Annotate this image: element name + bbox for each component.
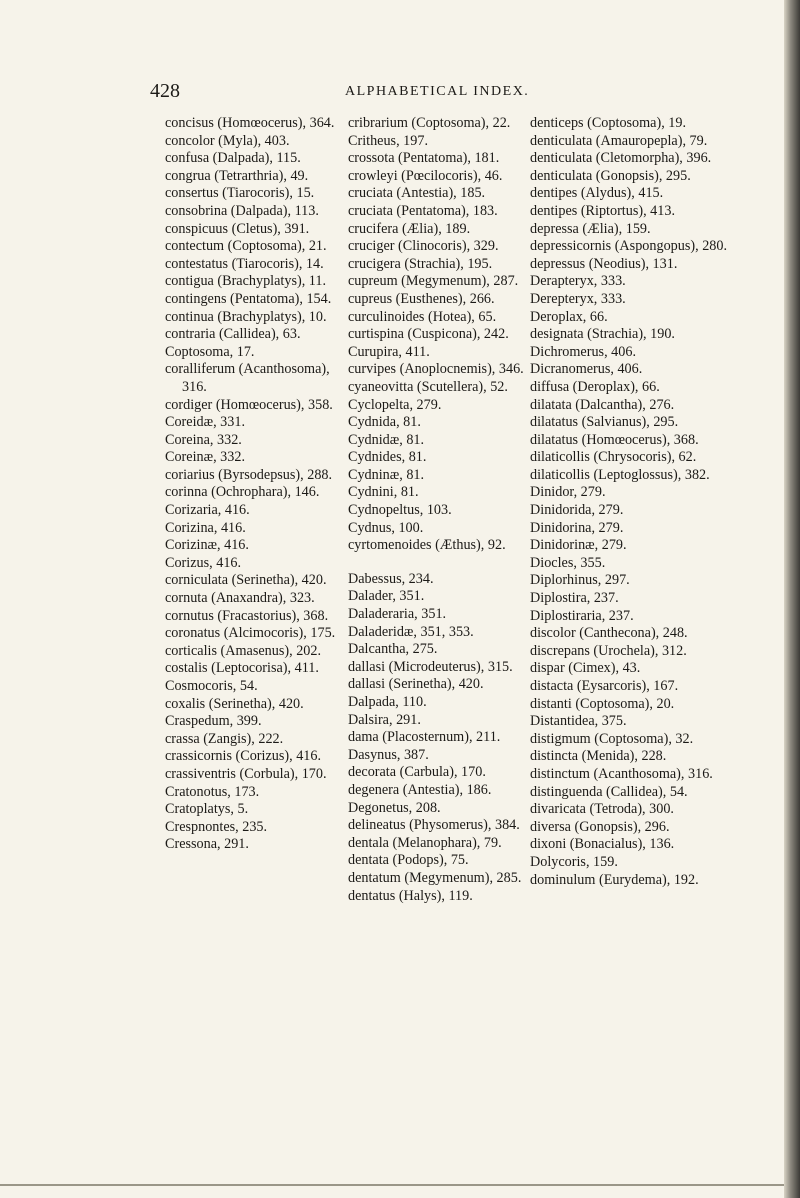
index-entry: cordiger (Homœocerus), 358. xyxy=(165,396,333,413)
index-column-2 xyxy=(348,115,538,905)
index-entry: Curupira, 411. xyxy=(348,343,430,360)
index-entry: Dicranomerus, 406. xyxy=(530,361,643,378)
index-column-1 xyxy=(165,115,350,854)
index-entry: distanti (Coptosoma), 20. xyxy=(530,695,675,712)
index-entry: cruciata (Antestia), 185. xyxy=(348,185,486,202)
index-entry: cribrarium (Coptosoma), 22. xyxy=(348,115,511,131)
index-entry: Critheus, 197. xyxy=(348,132,428,149)
index-entry: Daladeraria, 351. xyxy=(348,606,447,623)
index-entry: Coreidæ, 331. xyxy=(165,414,245,431)
index-entry: depressus (Neodius), 131. xyxy=(530,255,678,272)
index-entry: consertus (Tiarocoris), 15. xyxy=(165,185,315,202)
index-entry: Dichromerus, 406. xyxy=(530,343,636,360)
index-entry: curvipes (Anoplocnemis), 346. xyxy=(348,361,524,378)
index-entry: cornuta (Anaxandra), 323. xyxy=(165,590,315,607)
index-entry: cornutus (Fracastorius), 368. xyxy=(165,607,329,624)
index-entry: denticulata (Gonopsis), 295. xyxy=(530,167,691,184)
index-entry: dilaticollis (Chrysocoris), 62. xyxy=(530,449,697,466)
index-entry: crucifera (Ælia), 189. xyxy=(348,220,471,237)
index-entry: Diplorhinus, 297. xyxy=(530,572,630,589)
index-entry: delineatus (Physomerus), 384. xyxy=(348,817,520,834)
index-entry: continua (Brachyplatys), 10. xyxy=(165,308,327,325)
index-entry: contingens (Pentatoma), 154. xyxy=(165,290,332,307)
index-entry: Dolycoris, 159. xyxy=(530,853,618,870)
index-entry: distinguenda (Callidea), 54. xyxy=(530,783,688,800)
index-entry: diversa (Gonopsis), 296. xyxy=(530,818,670,835)
index-entry: Cressona, 291. xyxy=(165,836,249,853)
index-entry: cupreus (Eusthenes), 266. xyxy=(348,290,495,307)
index-entry: Cydnopeltus, 103. xyxy=(348,502,452,519)
index-entry: dilatatus (Salvianus), 295. xyxy=(530,414,679,431)
index-entry: Deroplax, 66. xyxy=(530,308,608,325)
index-entry: Diocles, 355. xyxy=(530,554,606,571)
index-entry: Dalcantha, 275. xyxy=(348,641,438,658)
index-entry: Cydninæ, 81. xyxy=(348,466,425,483)
index-entry: denticulata (Cletomorpha), 396. xyxy=(530,150,712,167)
index-entry: corniculata (Serinetha), 420. xyxy=(165,572,327,589)
index-entry: crossota (Pentatoma), 181. xyxy=(348,150,500,167)
index-entry: curculinoides (Hotea), 65. xyxy=(348,308,497,325)
index-entry: dispar (Cimex), 43. xyxy=(530,660,641,677)
index-entry: degenera (Antestia), 186. xyxy=(348,781,492,798)
index-entry: crowleyi (Pœcilocoris), 46. xyxy=(348,167,503,184)
index-entry: congrua (Tetrarthria), 49. xyxy=(165,167,309,184)
index-entry: Cydnidæ, 81. xyxy=(348,431,425,448)
index-entry: curtispina (Cuspicona), 242. xyxy=(348,326,509,343)
index-entry: crucigera (Strachia), 195. xyxy=(348,255,493,272)
index-entry: Cyclopelta, 279. xyxy=(348,396,442,413)
index-entry: Dalpada, 110. xyxy=(348,694,427,710)
running-title: ALPHABETICAL INDEX. xyxy=(345,84,530,99)
index-entry: dixoni (Bonacialus), 136. xyxy=(530,836,675,853)
index-entry: Derapteryx, 333. xyxy=(530,273,626,290)
index-entry: dentatus (Halys), 119. xyxy=(348,887,473,904)
index-entry: corinna (Ochrophara), 146. xyxy=(165,484,320,501)
index-entry: cupreum (Megymenum), 287. xyxy=(348,273,519,290)
index-entry: dilaticollis (Leptoglossus), 382. xyxy=(530,466,710,483)
index-entry: Corizina, 416. xyxy=(165,519,246,536)
index-entry: cyrtomenoides (Æthus), 92. xyxy=(348,537,506,554)
index-entry: decorata (Carbula), 170. xyxy=(348,764,486,781)
index-entry: Crespnontes, 235. xyxy=(165,818,268,835)
index-entry: conspicuus (Cletus), 391. xyxy=(165,220,310,237)
index-entry: Dinidor, 279. xyxy=(530,484,606,501)
index-entry: crassiventris (Corbula), 170. xyxy=(165,765,327,782)
index-entry: denticulata (Amauropepla), 79. xyxy=(530,132,708,149)
index-entry: dentatum (Megymenum), 285. xyxy=(348,869,522,886)
index-entry: concisus (Homœocerus), 364. xyxy=(165,115,335,131)
index-entry: coriarius (Byrsodepsus), 288. xyxy=(165,466,333,483)
index-entry: dentata (Podops), 75. xyxy=(348,852,469,869)
index-entry: dominulum (Eurydema), 192. xyxy=(530,871,699,888)
index-entry: dilatata (Dalcantha), 276. xyxy=(530,396,675,413)
index-entry: dama (Placosternum), 211. xyxy=(348,729,501,746)
index-entry: dentipes (Alydus), 415. xyxy=(530,185,664,202)
index-entry: dallasi (Serinetha), 420. xyxy=(348,676,484,693)
index-entry: Craspedum, 399. xyxy=(165,713,262,730)
index-entry: contigua (Brachyplatys), 11. xyxy=(165,273,327,290)
index-entry: concolor (Myla), 403. xyxy=(165,132,290,149)
index-entry: Corizinæ, 416. xyxy=(165,537,249,554)
index-entry: costalis (Leptocorisa), 411. xyxy=(165,660,319,677)
index-entry: Distantidea, 375. xyxy=(530,713,627,730)
index-entry: Coreinæ, 332. xyxy=(165,449,245,466)
index-entry: divaricata (Tetroda), 300. xyxy=(530,801,674,818)
index-entry: Cydnus, 100. xyxy=(348,519,424,536)
index-entry: contectum (Coptosoma), 21. xyxy=(165,238,327,255)
index-entry: Dinidorina, 279. xyxy=(530,519,624,536)
page-bottom-edge xyxy=(0,1184,784,1186)
index-entry: cruciger (Clinocoris), 329. xyxy=(348,238,499,255)
index-entry: Dalsira, 291. xyxy=(348,711,421,728)
index-entry: depressa (Ælia), 159. xyxy=(530,220,651,237)
index-entry: cruciata (Pentatoma), 183. xyxy=(348,202,498,219)
index-entry: Cosmocoris, 54. xyxy=(165,678,258,694)
page-number: 428 xyxy=(150,80,180,102)
book-binding-edge xyxy=(784,0,800,1198)
index-entry: distincta (Menida), 228. xyxy=(530,748,667,765)
index-entry: contraria (Callidea), 63. xyxy=(165,326,301,343)
index-entry: coxalis (Serinetha), 420. xyxy=(165,695,304,712)
index-entry: corticalis (Amasenus), 202. xyxy=(165,642,322,659)
index-entry: crassa (Zangis), 222. xyxy=(165,730,284,747)
index-entry: Dinidorinæ, 279. xyxy=(530,537,627,554)
index-entry: dentala (Melanophara), 79. xyxy=(348,834,502,851)
index-entry: diffusa (Deroplax), 66. xyxy=(530,378,660,395)
index-column-3 xyxy=(530,115,730,889)
index-entry: distigmum (Coptosoma), 32. xyxy=(530,730,694,747)
index-entry: distacta (Eysarcoris), 167. xyxy=(530,678,679,694)
index-entry: Corizus, 416. xyxy=(165,554,242,571)
index-entry: Dabessus, 234. xyxy=(348,570,434,587)
index-entry: discolor (Canthecona), 248. xyxy=(530,625,688,642)
index-entry: Coreina, 332. xyxy=(165,431,242,448)
index-entry: dentipes (Riptortus), 413. xyxy=(530,202,676,219)
index-entry: denticeps (Coptosoma), 19. xyxy=(530,115,687,131)
index-entry: coralliferum (Acanthosoma), 316. xyxy=(165,361,330,395)
index-entry: Cratonotus, 173. xyxy=(165,783,260,800)
index-entry: Cydnides, 81. xyxy=(348,449,427,466)
index-entry: dilatatus (Homœocerus), 368. xyxy=(530,431,699,448)
index-entry: Corizaria, 416. xyxy=(165,502,250,519)
index-entry: Diplostiraria, 237. xyxy=(530,607,634,624)
index-entry: discrepans (Urochela), 312. xyxy=(530,642,687,659)
index-entry: Cydnini, 81. xyxy=(348,484,419,501)
index-entry: contestatus (Tiarocoris), 14. xyxy=(165,255,324,272)
index-entry: coronatus (Alcimocoris), 175. xyxy=(165,625,336,642)
index-entry: Derepteryx, 333. xyxy=(530,290,626,307)
index-entry: Coptosoma, 17. xyxy=(165,343,255,360)
index-entry: Daladeridæ, 351, 353. xyxy=(348,623,474,640)
index-entry: confusa (Dalpada), 115. xyxy=(165,150,301,167)
index-entry: crassicornis (Corizus), 416. xyxy=(165,748,322,765)
index-entry: Cratoplatys, 5. xyxy=(165,801,249,818)
index-entry: Degonetus, 208. xyxy=(348,799,441,816)
page-header xyxy=(150,80,710,102)
index-entry: consobrina (Dalpada), 113. xyxy=(165,202,319,219)
index-entry: cyaneovitta (Scutellera), 52. xyxy=(348,378,508,395)
index-entry: Dinidorida, 279. xyxy=(530,502,624,519)
index-entry: Diplostira, 237. xyxy=(530,590,619,607)
index-entry: designata (Strachia), 190. xyxy=(530,326,675,343)
index-entry: depressicornis (Aspongopus), 280. xyxy=(530,238,728,255)
index-entry: dallasi (Microdeuterus), 315. xyxy=(348,658,513,675)
index-entry: Cydnida, 81. xyxy=(348,414,421,431)
index-entry: Dalader, 351. xyxy=(348,588,425,605)
index-entry: Dasynus, 387. xyxy=(348,746,429,763)
index-entry: distinctum (Acanthosoma), 316. xyxy=(530,765,713,782)
